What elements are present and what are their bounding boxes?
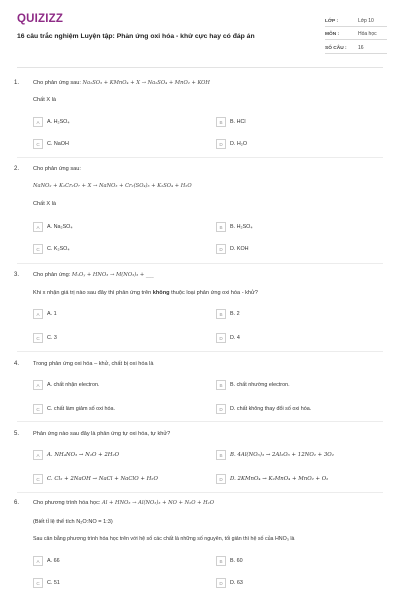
option-text: C. Cl₂ + 2NaOH → NaCl + NaClO + H₂O (47, 476, 158, 482)
meta-value: 16 (358, 44, 364, 51)
meta-row-subject (325, 27, 387, 41)
option-letter-box: A (33, 556, 43, 566)
option-letter-box: C (33, 404, 43, 414)
option-letter-box: A (33, 380, 43, 390)
option-a[interactable] (33, 222, 73, 232)
meta-label: SỐ CÂU : (325, 45, 347, 51)
option-text: D. 4 (230, 335, 240, 341)
option-letter-box: A (33, 117, 43, 127)
option-a[interactable] (33, 117, 70, 127)
option-text: A. chất nhận electron. (47, 382, 100, 388)
option-text: D. 2KMnO₄ → K₂MnO₄ + MnO₂ + O₂ (230, 476, 329, 482)
equation: MₓOᵧ + HNO₃ → M(NO₃)₃ + ___ (71, 272, 154, 278)
option-c[interactable] (33, 333, 57, 343)
meta-label: MÔN : (325, 32, 340, 37)
question-number: 1. (14, 80, 20, 86)
meta-table (325, 13, 387, 54)
equation: NaNO₂ + K₂Cr₂O₇ + X → NaNO₃ + Cr₂(SO₄)₃ + K₂SO₄ + H₂O (33, 183, 192, 189)
question-subprompt: Khi x nhận giá trị nào sau đây thì phản ứng trên không thuộc loại phản ứng oxi hóa - khử? (33, 290, 258, 296)
option-letter-box: D (216, 139, 226, 149)
option-text: A. 66 (47, 558, 60, 564)
option-letter-box: C (33, 474, 43, 484)
question-divider (17, 492, 383, 493)
question-subprompt: Chất X là (33, 201, 57, 207)
meta-value: Lớp 10 (358, 17, 374, 24)
option-text: B. H₂SO₄ (230, 224, 253, 230)
option-b[interactable] (216, 222, 253, 232)
quizizz-logo: QUIZIZZ (17, 13, 64, 25)
option-text: C. chất làm giảm số oxi hóa. (47, 406, 116, 412)
equation: Na₂SO₃ + KMnO₄ + X → Na₂SO₄ + MnO₂ + KOH (82, 80, 210, 86)
meta-value: Hóa học (358, 31, 377, 37)
question-number: 3. (14, 272, 20, 278)
option-text: B. 4Al(NO₃)₃ → 2Al₂O₃ + 12NO₂ + 3O₂ (230, 452, 334, 458)
question-divider (17, 351, 383, 352)
question-prompt: Cho phản ứng sau: Na₂SO₃ + KMnO₄ + X → Na₂SO₄ + MnO₂ + KOH (33, 80, 210, 86)
question-divider (17, 421, 383, 422)
option-a[interactable] (33, 450, 119, 460)
option-letter-box: B (216, 309, 226, 319)
option-c[interactable] (33, 474, 158, 484)
option-d[interactable] (216, 333, 240, 343)
question-number: 5. (14, 431, 20, 437)
option-letter-box: A (33, 309, 43, 319)
option-letter-box: B (216, 380, 226, 390)
option-letter-box: D (216, 333, 226, 343)
option-text: A. H₂SO₄ (47, 119, 70, 125)
option-letter-box: C (33, 244, 43, 254)
question-prompt: Cho phản ứng: MₓOᵧ + HNO₃ → M(NO₃)₃ + ___ (33, 272, 154, 278)
option-text: B. HCl (230, 119, 246, 125)
option-text: C. 51 (47, 580, 60, 586)
option-letter-box: B (216, 450, 226, 460)
option-d[interactable] (216, 244, 249, 254)
meta-row-count (325, 40, 387, 54)
option-text: D. chất không thay đổi số oxi hóa. (230, 406, 312, 412)
option-b[interactable] (216, 450, 334, 460)
option-letter-box: C (33, 333, 43, 343)
option-b[interactable] (216, 117, 246, 127)
option-c[interactable] (33, 578, 60, 588)
question-prompt: Cho phản ứng sau: (33, 166, 81, 172)
question-prompt: Trong phản ứng oxi hóa – khử, chất bị oxi hóa là (33, 361, 154, 367)
question-prompt: Phản ứng nào sau đây là phản ứng tự oxi hóa, tự khử? (33, 431, 171, 437)
meta-label: LỚP : (325, 18, 339, 24)
option-text: C. NaOH (47, 141, 69, 147)
option-b[interactable] (216, 556, 243, 566)
option-a[interactable] (33, 380, 99, 390)
option-text: D. 63 (230, 580, 243, 586)
option-b[interactable] (216, 380, 290, 390)
question-divider (17, 263, 383, 264)
question-subprompt: Sau cân bằng phương trình hóa học trên với hệ số các chất là những số nguyên, tối giản thì hệ số của HNO₃ là (33, 536, 295, 542)
option-letter-box: B (216, 222, 226, 232)
question-number: 6. (14, 500, 20, 506)
option-letter-box: A (33, 222, 43, 232)
emphasis-text: không (152, 290, 170, 296)
question-number: 2. (14, 166, 20, 172)
option-text: B. chất nhường electron. (230, 382, 290, 388)
option-text: B. 60 (230, 558, 243, 564)
equation: Al + HNO₃ → Al(NO₃)₃ + NO + N₂O + H₂O (102, 500, 214, 506)
option-c[interactable] (33, 244, 70, 254)
option-b[interactable] (216, 309, 240, 319)
page-title: 16 câu trắc nghiệm Luyện tập: Phản ứng oxi hóa - khử cực hay có đáp án (17, 33, 255, 40)
option-letter-box: D (216, 474, 226, 484)
question-prompt: Cho phương trình hóa học: Al + HNO₃ → Al(NO₃)₃ + NO + N₂O + H₂O (33, 500, 214, 506)
option-text: A. 1 (47, 311, 57, 317)
question-number: 4. (14, 361, 20, 367)
option-d[interactable] (216, 578, 243, 588)
option-letter-box: B (216, 556, 226, 566)
option-a[interactable] (33, 556, 60, 566)
meta-row-grade (325, 13, 387, 27)
option-text: D. KOH (230, 246, 249, 252)
option-letter-box: C (33, 578, 43, 588)
option-letter-box: B (216, 117, 226, 127)
option-text: D. H₂O (230, 141, 248, 147)
option-text: B. 2 (230, 311, 240, 317)
option-d[interactable] (216, 404, 311, 414)
option-c[interactable] (33, 404, 115, 414)
question-divider (17, 157, 383, 158)
option-letter-box: A (33, 450, 43, 460)
option-d[interactable] (216, 474, 328, 484)
option-c[interactable] (33, 139, 69, 149)
option-text: C. 3 (47, 335, 57, 341)
option-text: C. K₂SO₄ (47, 246, 70, 252)
option-letter-box: D (216, 578, 226, 588)
question-subprompt: Chất X là (33, 97, 57, 103)
option-letter-box: C (33, 139, 43, 149)
question-ratio: (Biết tỉ lệ thể tích N₂O:NO = 1:3) (33, 519, 113, 525)
option-letter-box: D (216, 404, 226, 414)
header-divider (17, 67, 383, 68)
option-d[interactable] (216, 139, 247, 149)
option-letter-box: D (216, 244, 226, 254)
option-a[interactable] (33, 309, 57, 319)
page-header (0, 0, 400, 66)
option-text: A. NH₄NO₃ → N₂O + 2H₂O (47, 452, 120, 458)
option-text: A. Na₂SO₄ (47, 224, 73, 230)
